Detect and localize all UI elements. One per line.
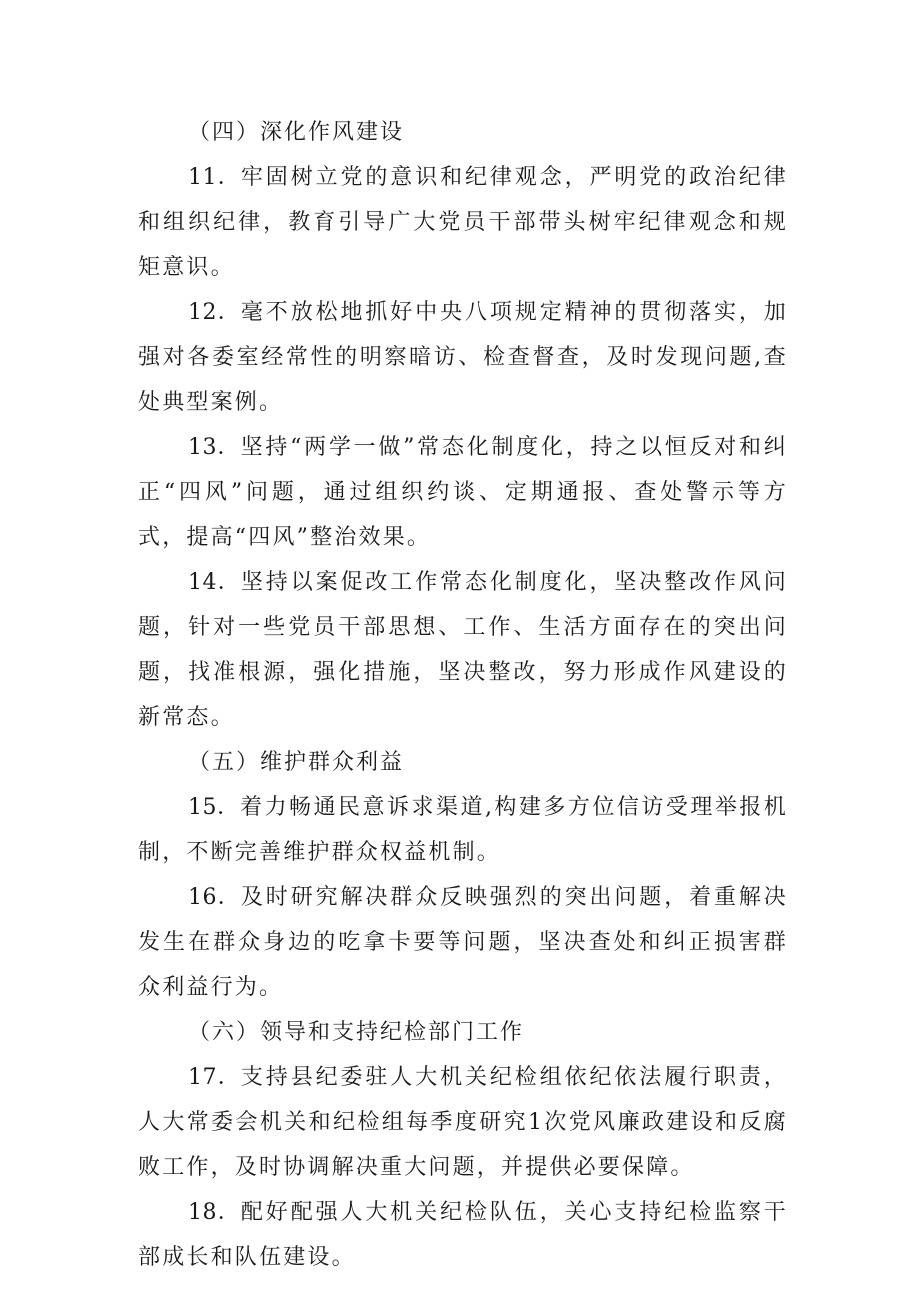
item-number: 16． [188, 885, 241, 910]
item-text: 及时研究解决群众反映强烈的突出问题，着重解决发生在群众身边的吃拿卡要等问题，坚决查处和纠正损害群众利益行为。 [138, 885, 789, 1000]
item-text: 毫不放松地抓好中央八项规定精神的贯彻落实，加强对各委室经常性的明察暗访、检查督查，及时发现问题,查处典型案例。 [138, 300, 789, 415]
list-item-14 [138, 560, 788, 740]
section-heading-4: （四）深化作风建设 [188, 120, 405, 145]
list-item-17 [138, 1055, 788, 1190]
list-item-11 [138, 155, 788, 290]
item-text: 坚持以案促改工作常态化制度化，坚决整改作风问题，针对一些党员干部思想、工作、生活方面存在的突出问题，找准根源，强化措施，坚决整改，努力形成作风建设的新常态。 [138, 570, 789, 730]
item-text: 坚持“两学一做”常态化制度化，持之以恒反对和纠正“四风”问题，通过组织约谈、定期通报、查处警示等方式，提高“四风”整治效果。 [138, 435, 788, 550]
item-number: 18． [188, 1200, 241, 1225]
item-number: 17． [188, 1065, 241, 1090]
list-item-13 [138, 425, 788, 560]
item-text: 配好配强人大机关纪检队伍，关心支持纪检监察干部成长和队伍建设。 [138, 1200, 789, 1270]
item-number: 13． [188, 435, 241, 460]
document-body [138, 110, 788, 1280]
item-number: 15． [188, 795, 241, 820]
list-item-16 [138, 875, 788, 1010]
list-item-12 [138, 290, 788, 425]
list-item-15 [138, 785, 788, 875]
section-heading-6: （六）领导和支持纪检部门工作 [188, 1020, 525, 1045]
item-number: 14． [188, 570, 241, 595]
section-heading-5: （五）维护群众利益 [188, 750, 405, 775]
item-text: 着力畅通民意诉求渠道,构建多方位信访受理举报机制，不断完善维护群众权益机制。 [138, 795, 788, 865]
list-item-18 [138, 1190, 788, 1280]
item-text: 牢固树立党的意识和纪律观念，严明党的政治纪律和组织纪律，教育引导广大党员干部带头树牢纪律观念和规矩意识。 [138, 165, 789, 280]
item-text: 支持县纪委驻人大机关纪检组依纪依法履行职责，人大常委会机关和纪检组每季度研究1次党风廉政建设和反腐败工作，及时协调解决重大问题，并提供必要保障。 [138, 1065, 789, 1180]
item-number: 12． [188, 300, 241, 325]
item-number: 11． [188, 165, 241, 190]
